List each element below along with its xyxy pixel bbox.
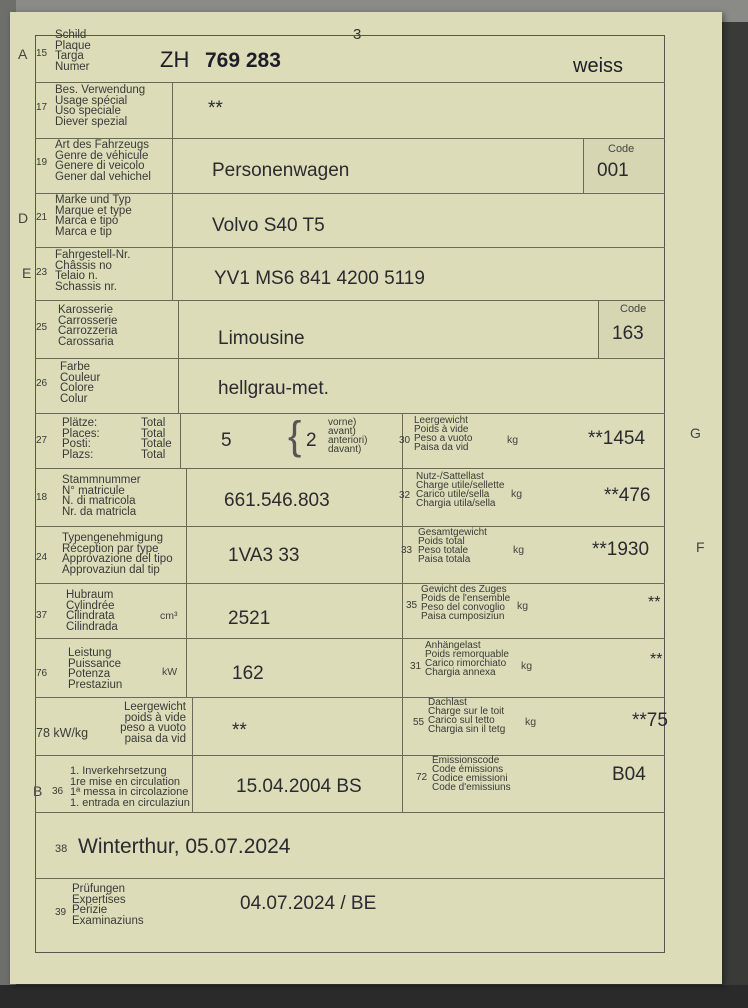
trailer-load-label: Anhängelast Poids remorquable Carico rimorchiato Chargia annexa	[425, 640, 509, 678]
kw-per-kg-value: **	[232, 720, 247, 741]
serial-value: 661.546.803	[224, 490, 330, 511]
roof-load-value: **75	[632, 710, 668, 731]
train-weight-label: Gewicht des Zuges Poids de l'ensemble Peso del convoglio Paisa cumposiziun	[421, 584, 511, 622]
kg-unit: kg	[511, 488, 523, 500]
plate-color: weiss	[573, 55, 624, 77]
gross-weight-value: **1930	[592, 539, 650, 560]
curb-weight-label: Leergewicht Poids à vide Peso a vuoto Paisa da vid	[414, 415, 473, 453]
field-number: 24	[36, 552, 48, 563]
field-number: 35	[406, 600, 418, 611]
kg-unit: kg	[507, 434, 519, 446]
margin-letter-d: D	[18, 210, 29, 226]
kw-unit: kW	[162, 666, 178, 678]
first-registration-value: 15.04.2004 BS	[236, 776, 362, 797]
front-seats-value: 2	[306, 430, 317, 451]
chassis-label: Fahrgestell-Nr. Châssis no Telaio n. Schassis nr.	[55, 249, 131, 293]
field-number: 18	[36, 492, 48, 503]
background-bottom	[0, 985, 748, 1008]
body-code-header: Code	[620, 303, 647, 315]
special-use-value: **	[208, 98, 223, 119]
field-number: 33	[401, 545, 413, 556]
emission-label: Emissionscode Code émissions Codice emissioni Code d'emissiuns	[432, 755, 511, 793]
inspection-label: Prüfungen Expertises Perizie Examinaziuns	[72, 883, 144, 927]
field-number: 26	[36, 378, 48, 389]
kw-kg-curb-weight-label: Leergewicht poids à vide peso a vuoto paisa da vid	[120, 701, 186, 745]
roof-load-label: Dachlast Charge sur le toit Carico sul tetto Chargia sin il tetg	[428, 697, 506, 735]
brace-glyph: {	[288, 414, 302, 458]
chassis-value: YV1 MS6 841 4200 5119	[214, 268, 425, 289]
make-value: Volvo S40 T5	[212, 215, 325, 236]
kg-unit: kg	[525, 716, 537, 728]
issue-place-date: Winterthur, 05.07.2024	[78, 835, 291, 858]
field-number: 32	[399, 490, 411, 501]
first-registration-label: 1. Inverkehrsetzung 1re mise en circulation 1ª messa in circolazione 1. entrada en circulaziun	[70, 765, 190, 809]
body-code: 163	[612, 323, 644, 344]
power-value: 162	[232, 663, 264, 684]
field-number: 36	[52, 786, 64, 797]
field-number: 55	[413, 717, 425, 728]
serial-label: Stammnummer N° matricule N. di matricola Nr. da matricla	[62, 474, 141, 518]
field-number: 21	[36, 212, 48, 223]
field-number: 27	[36, 435, 48, 446]
seats-label: Plätze: Places: Posti: Plazs:	[62, 417, 100, 461]
field-number: 30	[399, 435, 411, 446]
margin-letter-b: B	[33, 783, 43, 799]
color-label: Farbe Couleur Colore Colur	[60, 361, 101, 405]
field-number: 76	[36, 668, 48, 679]
plate-number: 769 283	[205, 49, 281, 72]
vehicle-type-code: 001	[597, 160, 629, 181]
page-number: 3	[353, 26, 362, 43]
field-number: 37	[36, 610, 48, 621]
field-number: 25	[36, 322, 48, 333]
train-weight-value: **	[648, 594, 661, 611]
emission-value: B04	[612, 764, 646, 785]
field-number: 17	[36, 102, 48, 113]
gross-weight-label: Gesamtgewicht Poids total Peso totale Paisa totala	[418, 527, 487, 565]
margin-letter-e: E	[22, 265, 32, 281]
inspection-value: 04.07.2024 / BE	[240, 893, 377, 914]
margin-letter-g: G	[690, 425, 701, 441]
curb-weight-value: **1454	[588, 428, 646, 449]
seats-value: 5	[221, 430, 232, 451]
approval-label: Typengenehmigung Réception par type Approvazione del tipo Approvaziun dal tip	[62, 532, 173, 576]
make-label: Marke und Typ Marque et type Marca e tipo Marca e tip	[55, 194, 132, 238]
seats-total-label: Total Total Totale Total	[141, 417, 172, 461]
margin-letter-f: F	[696, 539, 705, 555]
field-number: 15	[36, 48, 48, 59]
margin-letter-a: A	[18, 46, 28, 62]
field-number: 39	[55, 907, 67, 918]
power-label: Leistung Puissance Potenza Prestaziun	[68, 647, 123, 691]
cm3-unit: cm³	[160, 610, 178, 622]
payload-value: **476	[604, 485, 651, 506]
special-use-label: Bes. Verwendung Usage spécial Uso speciale Diever spezial	[55, 84, 146, 128]
kw-per-kg-label: 78 kW/kg	[36, 726, 89, 740]
approval-value: 1VA3 33	[228, 545, 300, 566]
color-value: hellgrau-met.	[218, 378, 329, 399]
front-seats-label: vorne) avant) anteriori) davant)	[328, 417, 368, 455]
displacement-label: Hubraum Cylindrée Cilindrata Cilindrada	[66, 589, 118, 633]
plate-label: Schild Plaque Targa Numer	[55, 29, 91, 73]
vehicle-type-value: Personenwagen	[212, 160, 350, 181]
plate-canton: ZH	[160, 47, 190, 72]
kg-unit: kg	[517, 600, 529, 612]
payload-label: Nutz-/Sattellast Charge utile/sellette Carico utile/sella Chargia utila/sella	[416, 471, 505, 509]
field-number: 23	[36, 267, 48, 278]
displacement-value: 2521	[228, 608, 271, 629]
field-number: 31	[410, 661, 422, 672]
kg-unit: kg	[521, 660, 533, 672]
body-value: Limousine	[218, 328, 305, 349]
field-number: 38	[55, 843, 68, 855]
vehicle-type-code-header: Code	[608, 143, 635, 155]
body-label: Karosserie Carrosserie Carrozzeria Carossaria	[58, 304, 118, 348]
vehicle-type-label: Art des Fahrzeugs Genre de véhicule Genere di veicolo Gener dal vehichel	[55, 139, 151, 183]
field-number: 72	[416, 772, 428, 783]
kg-unit: kg	[513, 544, 525, 556]
field-number: 19	[36, 157, 48, 168]
trailer-load-value: **	[650, 651, 663, 668]
